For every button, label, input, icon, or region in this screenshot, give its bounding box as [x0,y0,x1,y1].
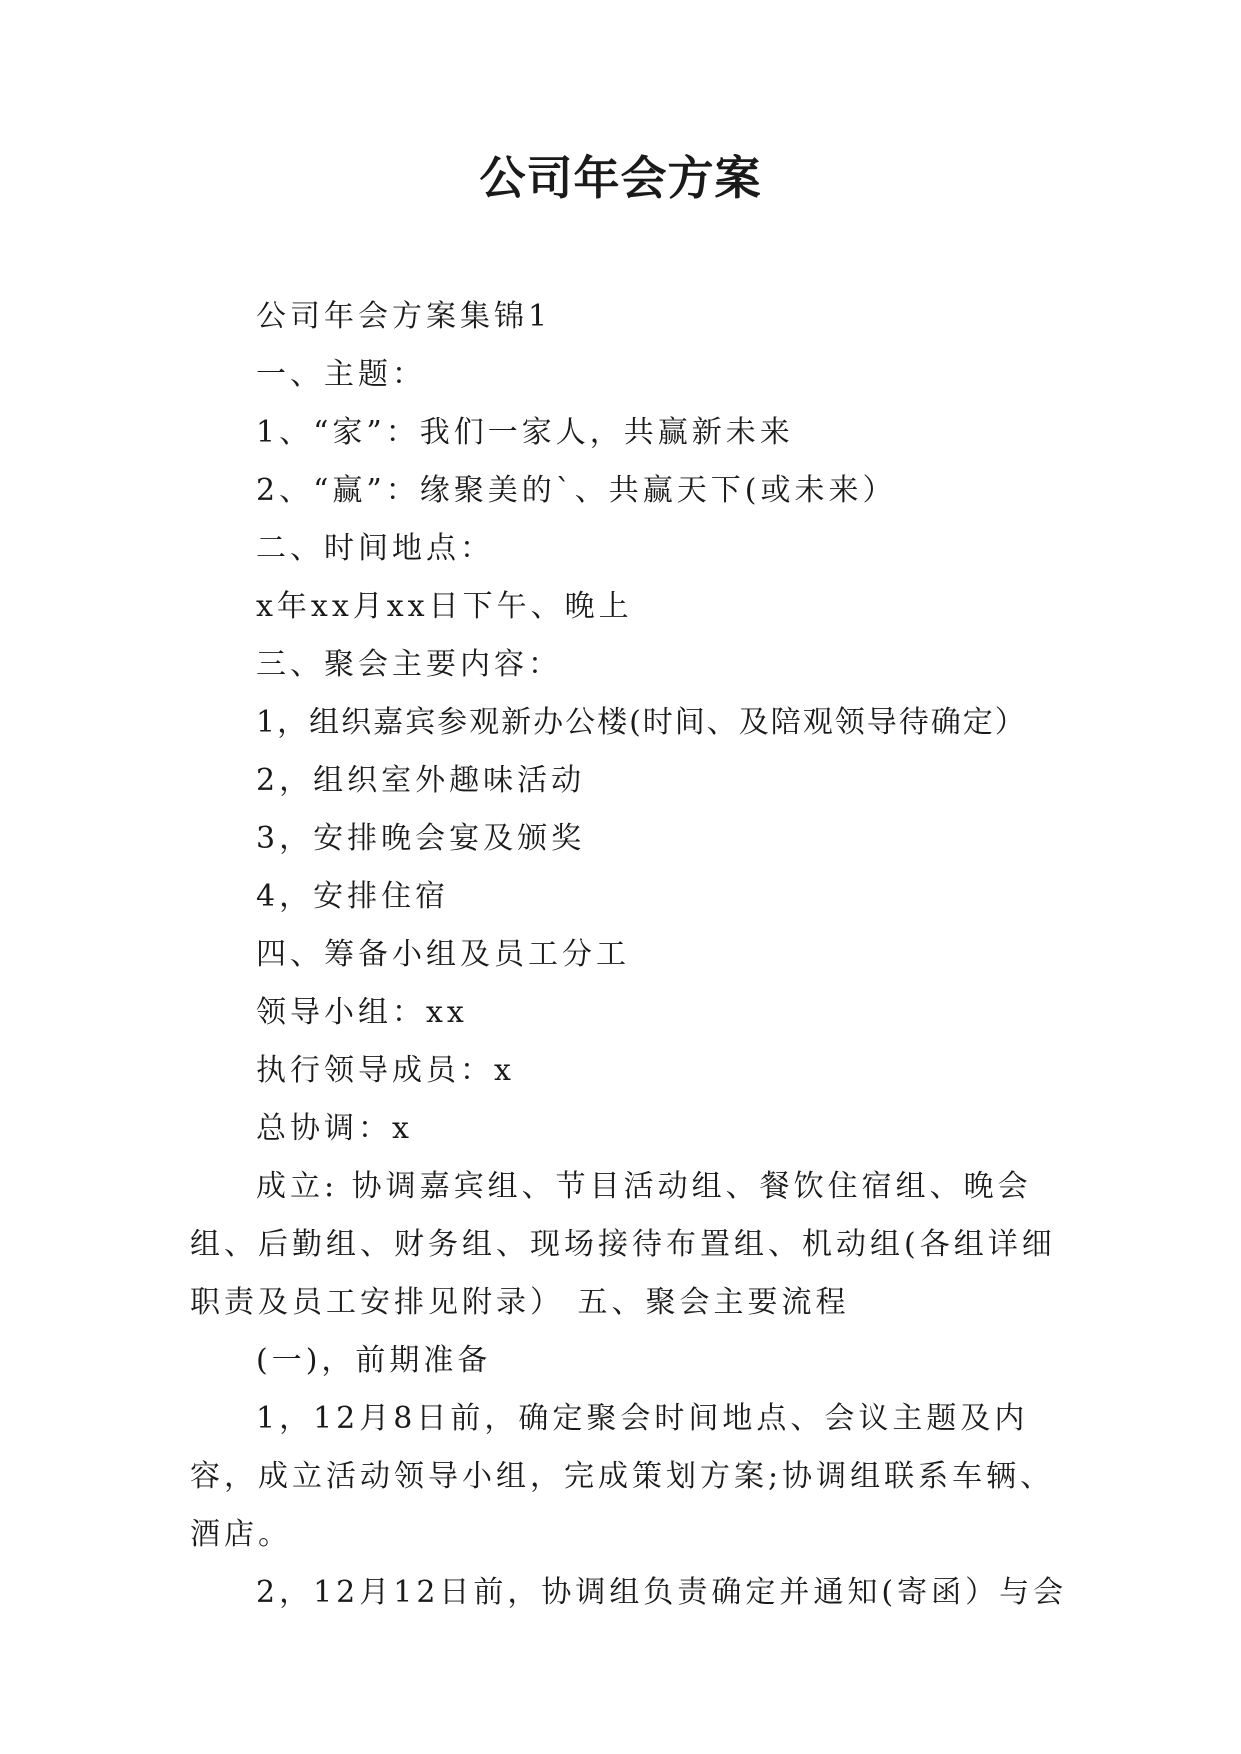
paragraph: 1，12月8日前，确定聚会时间地点、会议主题及内容，成立活动领导小组，完成策划方案;协调组联系车辆、酒店。 [190,1401,1055,1552]
section-heading: 一、主题： [256,357,426,392]
paragraph: x年xx月xx日下午、晚上 [256,589,633,624]
paragraph: 2，12月12日前，协调组负责确定并通知(寄函）与会 [256,1575,1068,1610]
paragraph: 1、“家”：我们一家人，共赢新未来 [256,415,794,450]
document-title: 公司年会方案 [479,151,762,205]
document-body [190,288,1070,1622]
section-heading: 四、筹备小组及员工分工 [256,937,630,972]
paragraph: 2、“赢”：缘聚美的`、共赢天下(或未来） [256,473,897,508]
section-heading: 二、时间地点： [256,531,494,566]
paragraph: 1，组织嘉宾参观新办公楼(时间、及陪观领导待确定） [256,705,1027,740]
paragraph: 总协调：x [256,1111,413,1146]
paragraph: 成立: 协调嘉宾组、节目活动组、餐饮住宿组、晚会组、后勤组、财务组、现场接待布置组、机动组(各组详细职责及员工安排见附录） 五、聚会主要流程 [190,1169,1056,1320]
paragraph: 3，安排晚会宴及颁奖 [256,821,586,856]
paragraph: (一)，前期准备 [256,1343,492,1378]
paragraph: 领导小组：xx [256,995,468,1030]
section-heading: 三、聚会主要内容： [256,647,562,682]
paragraph: 公司年会方案集锦1 [256,299,552,334]
paragraph: 4，安排住宿 [256,879,450,914]
paragraph: 执行领导成员：x [256,1053,515,1088]
paragraph: 2，组织室外趣味活动 [256,763,586,798]
